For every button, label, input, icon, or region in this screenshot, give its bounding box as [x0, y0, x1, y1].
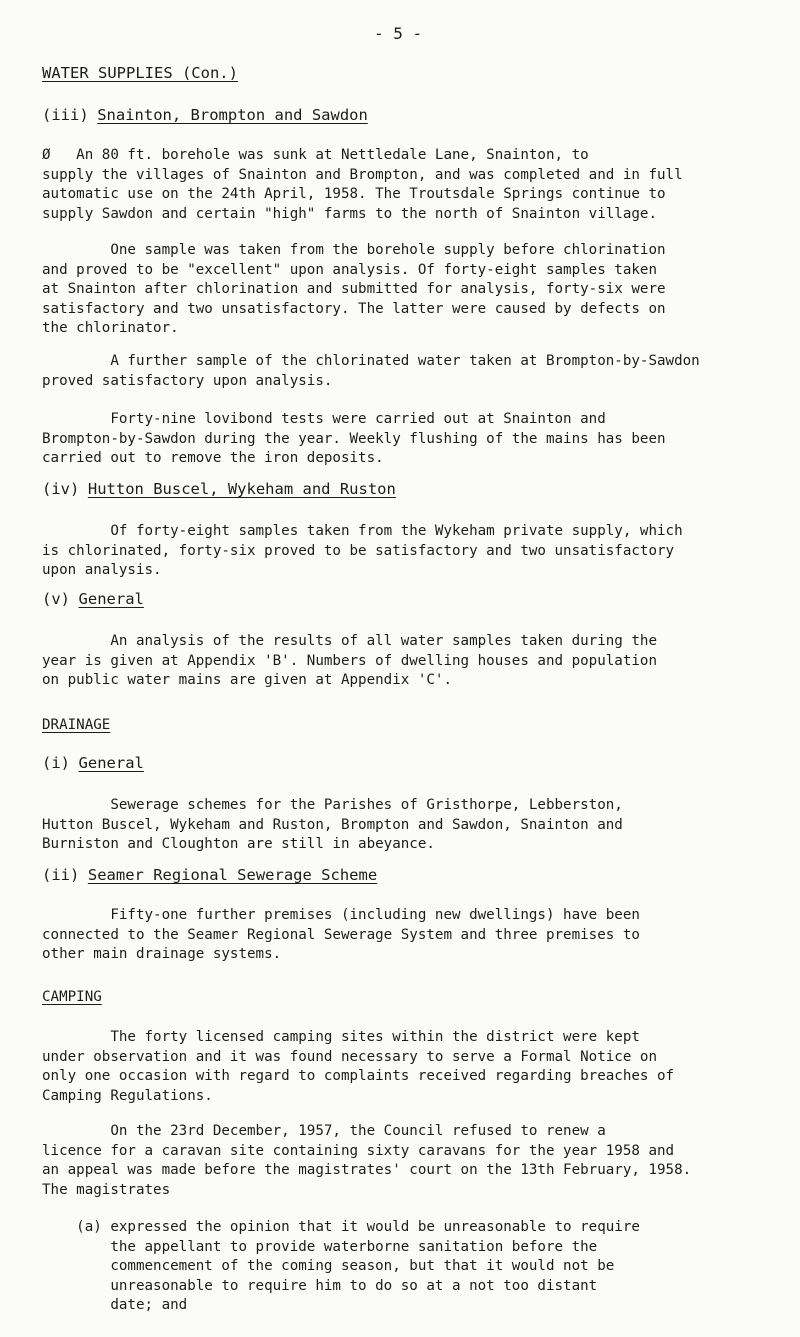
drainage-i-heading	[42, 754, 772, 775]
text-line: Brompton-by-Sawdon during the year. Weekly flushing of the mains has been	[42, 430, 666, 447]
drainage-heading: DRAINAGE	[42, 717, 111, 733]
heading-camping	[42, 988, 772, 1008]
text-line: satisfactory and two unsatisfactory. The latter were caused by defects on	[42, 300, 666, 317]
text-line: The forty licensed camping sites within the district were kept	[42, 1029, 640, 1045]
text-line: year is given at Appendix 'B'. Numbers of dwelling houses and population	[42, 652, 657, 669]
heading-drainage	[42, 716, 772, 736]
section-iv-heading	[42, 480, 772, 501]
drainage-ii-paragraph	[42, 906, 772, 965]
section-iii-paragraph-1	[42, 146, 772, 224]
text-line: at Snainton after chlorination and submitted for analysis, forty-six were	[42, 281, 666, 297]
text-line: A further sample of the chlorinated water taken at Brompton-by-Sawdon	[42, 353, 700, 369]
section-number: (i)	[42, 754, 70, 772]
section-number: (ii)	[42, 866, 80, 884]
section-number: (iii)	[42, 106, 89, 124]
text-line: an appeal was made before the magistrates' court on the 13th February, 1958.	[42, 1162, 692, 1178]
section-title: Seamer Regional Sewerage Scheme	[87, 866, 378, 884]
page-number: - 5 -	[374, 24, 423, 43]
text-line: Ø An 80 ft. borehole was sunk at Nettledale Lane, Snainton, to	[42, 147, 589, 163]
text-line: An analysis of the results of all water samples taken during the	[42, 633, 657, 649]
camping-item-a	[42, 1218, 772, 1316]
section-number: (iv)	[42, 480, 80, 498]
drainage-ii-heading	[42, 866, 772, 887]
text-line: the appellant to provide waterborne sanitation before the	[42, 1238, 598, 1255]
section-iv-paragraph	[42, 522, 772, 581]
text-line: On the 23rd December, 1957, the Council refused to renew a	[42, 1123, 606, 1139]
section-title: Snainton, Brompton and Sawdon	[97, 106, 368, 124]
section-title: General	[78, 590, 144, 608]
section-iii-heading	[42, 106, 772, 127]
text-line: Forty-nine lovibond tests were carried out at Snainton and	[42, 411, 606, 427]
section-v-heading	[42, 590, 772, 611]
section-iii-paragraph-4	[42, 410, 772, 469]
text-line: proved satisfactory upon analysis.	[42, 372, 333, 389]
drainage-i-paragraph	[42, 796, 772, 855]
text-line: upon analysis.	[42, 562, 162, 578]
text-line: supply the villages of Snainton and Brompton, and was completed and in full	[42, 166, 683, 183]
section-number: (v)	[42, 590, 70, 608]
section-v-paragraph	[42, 632, 772, 691]
text-line: commencement of the coming season, but that it would not be	[42, 1258, 615, 1274]
section-iii-paragraph-2	[42, 241, 772, 339]
text-line: Fifty-one further premises (including new dwellings) have been	[42, 907, 640, 923]
text-line: unreasonable to require him to do so at a not too distant	[42, 1277, 598, 1294]
text-line: only one occasion with regard to complaints received regarding breaches of	[42, 1068, 675, 1084]
text-line: Of forty-eight samples taken from the Wykeham private supply, which	[42, 523, 683, 539]
section-iii-paragraph-3	[42, 352, 772, 391]
text-line: other main drainage systems.	[42, 946, 282, 962]
text-line: and proved to be "excellent" upon analysis. Of forty-eight samples taken	[42, 261, 657, 278]
section-title: Hutton Buscel, Wykeham and Ruston	[87, 480, 396, 498]
text-line: The magistrates	[42, 1181, 171, 1198]
text-line: One sample was taken from the borehole supply before chlorination	[42, 242, 666, 258]
text-line: connected to the Seamer Regional Sewerage System and three premises to	[42, 926, 640, 943]
text-line: under observation and it was found necessary to serve a Formal Notice on	[42, 1048, 657, 1065]
camping-paragraph-1	[42, 1028, 772, 1106]
text-line: the chlorinator.	[42, 320, 179, 336]
text-line: (a) expressed the opinion that it would be unreasonable to require	[42, 1219, 640, 1235]
text-line: Camping Regulations.	[42, 1087, 213, 1104]
heading-water-supplies	[42, 64, 772, 84]
text-line: on public water mains are given at Appendix 'C'.	[42, 672, 452, 688]
text-line: Hutton Buscel, Wykeham and Ruston, Brompton and Sawdon, Snainton and	[42, 816, 623, 833]
text-line: date; and	[42, 1297, 188, 1313]
water-supplies-heading: WATER SUPPLIES (Con.)	[42, 64, 238, 82]
text-line: is chlorinated, forty-six proved to be satisfactory and two unsatisfactory	[42, 542, 675, 559]
text-line: carried out to remove the iron deposits.	[42, 450, 384, 466]
section-title: General	[78, 754, 144, 772]
text-line: supply Sawdon and certain "high" farms to the north of Snainton village.	[42, 205, 657, 222]
text-line: Burniston and Cloughton are still in abeyance.	[42, 836, 435, 852]
text-line: licence for a caravan site containing sixty caravans for the year 1958 and	[42, 1142, 675, 1159]
text-line: Sewerage schemes for the Parishes of Gristhorpe, Lebberston,	[42, 797, 623, 813]
camping-heading: CAMPING	[42, 989, 102, 1005]
text-line: automatic use on the 24th April, 1958. The Troutsdale Springs continue to	[42, 186, 666, 202]
camping-paragraph-2	[42, 1122, 772, 1200]
